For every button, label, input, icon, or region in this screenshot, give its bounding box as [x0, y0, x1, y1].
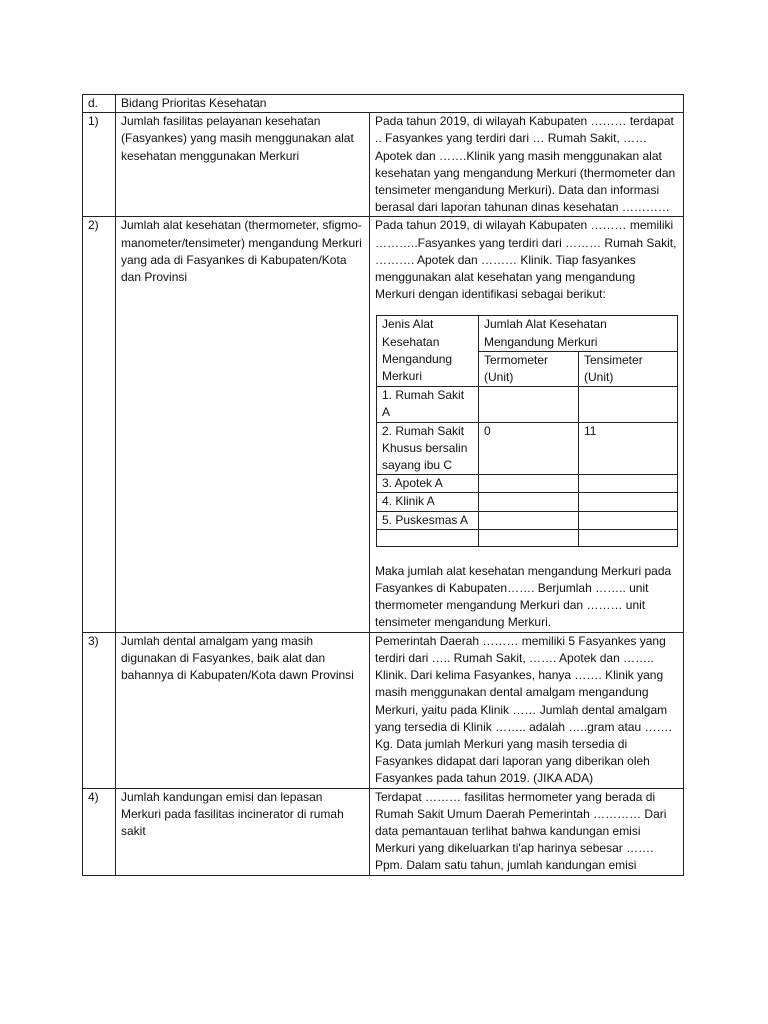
row-label: Jumlah fasilitas pelayanan kesehatan (Fasyankes) yang masih menggunakan alat kesehatan menggunakan Merkuri: [116, 113, 370, 217]
row-label: Jumlah kandungan emisi dan lepasan Merkuri pada fasilitas incinerator di rumah sakit: [116, 788, 370, 875]
row-number: 1): [83, 113, 116, 217]
row-text: Terdapat ……… fasilitas hermometer yang berada di Rumah Sakit Umum Daerah Pemerintah ………… Dari data pemantauan terlihat bahwa kandungan emisi Merkuri yang dikeluarkan ti'ap harinya sebesar ……. Ppm. Dalam satu tahun, jumlah kandungan emisi: [370, 788, 684, 875]
table-header-row: [83, 95, 684, 113]
tensimeter-header: Tensimeter (Unit): [579, 351, 678, 386]
tensimeter-count: [579, 493, 678, 511]
equipment-row-empty: [377, 529, 678, 546]
spacer: [375, 547, 678, 563]
equipment-table: [376, 315, 678, 546]
row-number: 2): [83, 217, 116, 632]
equipment-row: [377, 422, 678, 475]
thermometer-count: [479, 511, 579, 529]
thermometer-count: [479, 493, 579, 511]
priority-table: [82, 94, 684, 876]
row-text: Pada tahun 2019, di wilayah Kabupaten ……… terdapat .. Fasyankes yang terdiri dari … Rumah Sakit, …… Apotek dan …….Klinik yang masih menggunakan alat kesehatan yang mengandung Merkuri (thermometer dan tensimeter mengandung Merkuri). Data dan informasi berasal dari laporan tahunan dinas kesehatan …………: [370, 113, 684, 217]
equipment-row: [377, 475, 678, 493]
table-row: [83, 632, 684, 788]
row-label: Jumlah alat kesehatan (thermometer, sfigmo-manometer/tensimeter) mengandung Merkuri yang ada di Fasyankes di Kabupaten/Kota dan Provinsi: [116, 217, 370, 632]
facility-name: [377, 529, 479, 546]
tensimeter-count: [579, 529, 678, 546]
equipment-type-header: Jenis Alat Kesehatan Mengandung Merkuri: [377, 316, 479, 387]
equipment-count-header: Jumlah Alat Kesehatan Mengandung Merkuri: [479, 316, 678, 351]
tensimeter-count: [579, 511, 678, 529]
row-summary-text: Maka jumlah alat kesehatan mengandung Merkuri pada Fasyankes di Kabupaten……. Berjumlah …….. unit thermometer mengandung Merkuri dan ……… unit tensimeter mengandung Merkuri.: [375, 563, 672, 630]
header-number: d.: [83, 95, 116, 113]
row-number: 4): [83, 788, 116, 875]
equipment-row: [377, 493, 678, 511]
facility-name: 1. Rumah Sakit A: [377, 387, 479, 422]
tensimeter-count: 11: [579, 422, 678, 475]
equipment-row: [377, 387, 678, 422]
thermometer-count: 0: [479, 422, 579, 475]
table-row: [83, 217, 684, 632]
equipment-row: [377, 511, 678, 529]
facility-name: 3. Apotek A: [377, 475, 479, 493]
row-label: Jumlah dental amalgam yang masih digunakan di Fasyankes, baik alat dan bahannya di Kabupaten/Kota dawn Provinsi: [116, 632, 370, 788]
table-row: [83, 788, 684, 875]
facility-name: 2. Rumah Sakit Khusus bersalin sayang ibu C: [377, 422, 479, 475]
equipment-header-row: [377, 316, 678, 351]
header-title: Bidang Prioritas Kesehatan: [116, 95, 684, 113]
tensimeter-count: [579, 475, 678, 493]
row-content: [370, 217, 684, 632]
thermometer-count: [479, 529, 579, 546]
thermometer-header: Termometer (Unit): [479, 351, 579, 386]
row-number: 3): [83, 632, 116, 788]
row-text: Pada tahun 2019, di wilayah Kabupaten ……… memiliki ………..Fasyankes yang terdiri dari ……… Rumah Sakit, ………. Apotek dan ……… Klinik. Tiap fasyankes menggunakan alat kesehatan yang mengandung Merkuri dengan identifikasi sebagai berikut:: [375, 218, 677, 302]
tensimeter-count: [579, 387, 678, 422]
facility-name: 5. Puskesmas A: [377, 511, 479, 529]
thermometer-count: [479, 387, 579, 422]
row-text: Pemerintah Daerah ……… memiliki 5 Fasyankes yang terdiri dari ….. Rumah Sakit, ……. Apotek dan …….. Klinik. Dari kelima Fasyankes, hanya ……. Klinik yang masih menggunakan dental amalgam mengandung Merkuri, yaitu pada Klinik …… Jumlah dental amalgam yang tersedia di Klinik …….. adalah …..gram atau ……. Kg. Data jumlah Merkuri yang masih tersedia di Fasyankes didapat dari laporan yang diberikan oleh Fasyankes pada tahun 2019. (JIKA ADA): [370, 632, 684, 788]
table-row: [83, 113, 684, 217]
thermometer-count: [479, 475, 579, 493]
facility-name: 4. Klinik A: [377, 493, 479, 511]
